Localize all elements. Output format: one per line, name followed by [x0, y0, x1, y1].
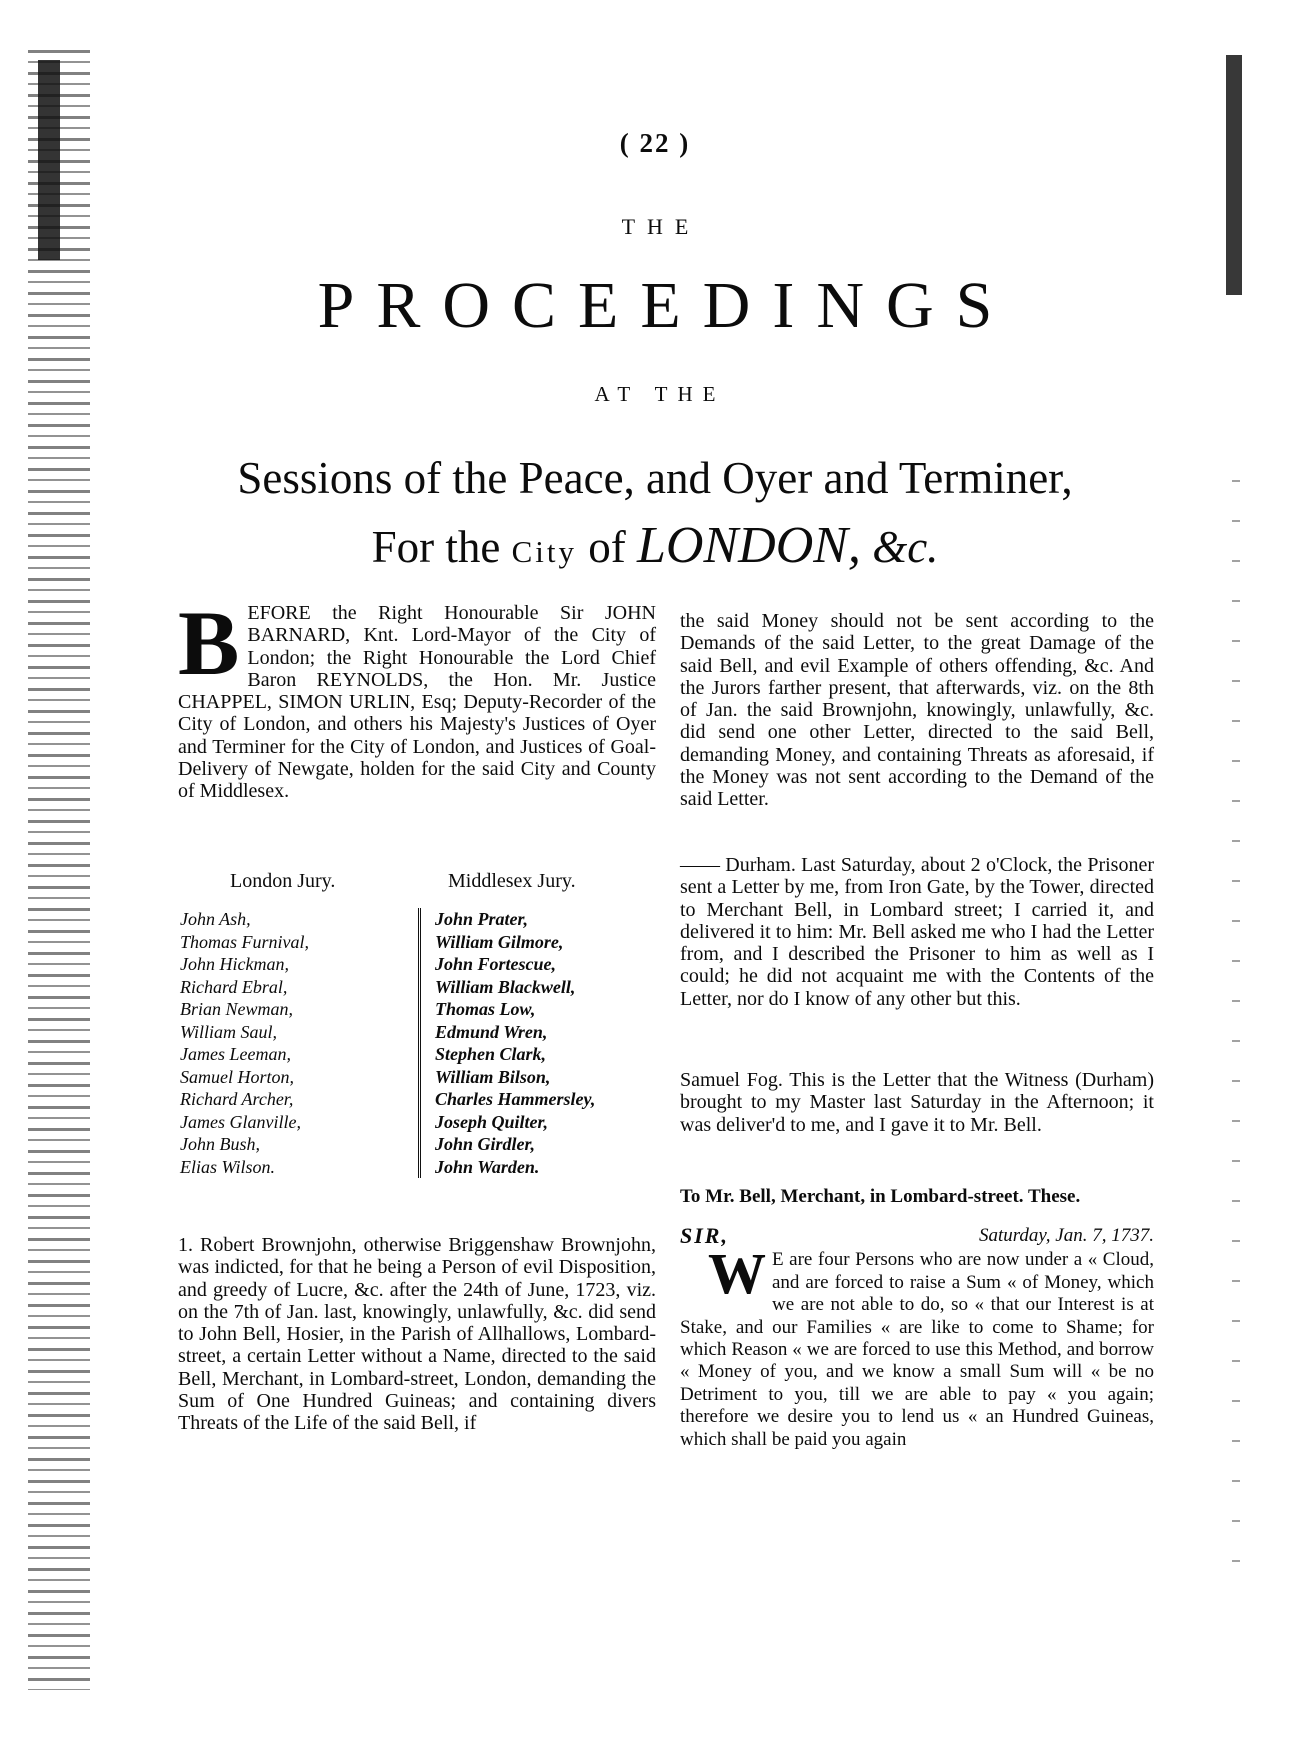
- letter-salutation: SIR,: [680, 1223, 729, 1248]
- heading-the: THE: [621, 214, 701, 239]
- juror-name: James Glanville,: [180, 1111, 301, 1132]
- page-edge-right: [1226, 55, 1242, 295]
- juror-name: Thomas Furnival,: [180, 931, 310, 952]
- middlesex-jury-list: [418, 908, 595, 1178]
- juror-name: John Girdler,: [435, 1134, 536, 1154]
- intro-paragraph: [178, 592, 656, 803]
- juror-name: John Prater,: [435, 909, 529, 929]
- letter-address: To Mr. Bell, Merchant, in Lombard-street. These.: [680, 1186, 1081, 1207]
- page-title: PROCEEDINGS: [317, 269, 1015, 342]
- juror-name: Brian Newman,: [180, 999, 294, 1019]
- juror-name: Richard Ebral,: [180, 976, 288, 997]
- fog-testimony: Samuel Fog. This is the Letter that the Witness (Durham) brought to my Master last Saturday in the Afternoon; it was deliver'd to me, and I gave it to Mr. Bell.: [680, 1069, 1154, 1136]
- durham-testimony: —— Durham. Last Saturday, about 2 o'Clock, the Prisoner sent a Letter by me, from Iron Gate, by the Tower, directed to Merchant Bell, in Lombard street; I carried it, and delivered it to him: Mr. Bell asked me who I had the Letter from, and I described the Prisoner to him as well as I could; he did not acquaint me with the Contents of the Letter, nor do I know of any other but this.: [680, 854, 1154, 1010]
- juror-name: John Hickman,: [180, 954, 289, 974]
- juror-name: Charles Hammersley,: [435, 1089, 596, 1109]
- juror-name: John Bush,: [180, 1134, 260, 1154]
- juror-name: William Bilson,: [435, 1066, 551, 1087]
- subtitle-city: [0, 516, 1310, 575]
- subtitle-london: LONDON,: [636, 517, 861, 574]
- subtitle-for-the: For the: [371, 522, 512, 572]
- juror-name: Edmund Wren,: [435, 1021, 548, 1042]
- juror-name: Samuel Horton,: [180, 1066, 294, 1087]
- middlesex-jury-heading: Middlesex Jury.: [448, 870, 576, 892]
- juror-name: James Leeman,: [180, 1044, 291, 1064]
- juror-name: John Fortescue,: [435, 954, 557, 974]
- juror-name: Thomas Low,: [435, 999, 536, 1019]
- juror-name: William Gilmore,: [435, 931, 564, 952]
- letter-date: Saturday, Jan. 7, 1737.: [978, 1225, 1154, 1246]
- juror-name: Elias Wilson.: [180, 1156, 276, 1177]
- juror-name: John Warden.: [435, 1156, 540, 1177]
- letter-body: [680, 1225, 1154, 1451]
- london-jury-heading: London Jury.: [230, 870, 336, 892]
- page-number: ( 22 ): [619, 128, 691, 158]
- indictment-continuation: the said Money should not be sent according to the Demands of the said Letter, to the great Damage of the said Bell, and evil Example of others offending, &c. And the Jurors farther present, that afterwards, viz. on the 8th of Jan. the said Brownjohn, knowingly, unlawfully, &c. did send one other Letter, directed to the said Bell, demanding Money, and containing Threats as aforesaid, if the Money was not sent according to the Demand of the said Letter.: [680, 610, 1154, 811]
- letter-drop-cap: W: [708, 1241, 766, 1307]
- page-edge-speckle: [1232, 480, 1240, 1580]
- juror-name: Richard Archer,: [180, 1089, 294, 1109]
- juror-name: William Saul,: [180, 1021, 278, 1042]
- indictment-paragraph: 1. Robert Brownjohn, otherwise Briggenshaw Brownjohn, was indicted, for that he being a Person of evil Disposition, and greedy of Lucre, &c. after the 24th of June, 1723, viz. on the 7th of Jan. last, knowingly, unlawfully, &c. did send to John Bell, Hosier, in the Parish of Allhallows, Lombard-street, a certain Letter without a Name, directed to the said Bell, Merchant, in Lombard-street, London, demanding the Sum of One Hundred Guineas; and containing divers Threats of the Life of the said Bell, if: [178, 1234, 656, 1435]
- subtitle-of: of: [576, 522, 637, 572]
- subtitle-sessions: Sessions of the Peace, and Oyer and Terminer,: [237, 453, 1073, 503]
- subtitle-city-word: City: [511, 534, 577, 569]
- juror-name: William Blackwell,: [435, 976, 576, 997]
- juror-name: Joseph Quilter,: [435, 1111, 549, 1132]
- subtitle-etc: &c.: [860, 522, 939, 572]
- juror-name: Stephen Clark,: [435, 1044, 547, 1064]
- intro-text: EFORE the Right Honourable Sir JOHN BARNARD, Knt. Lord-Mayor of the City of London; the Right Honourable the Lord Chief Baron REYNOLDS, the Hon. Mr. Justice CHAPPEL, SIMON URLIN, Esq; Deputy-Recorder of the City of London, and others his Majesty's Justices of Oyer and Terminer for the City of London, and Justices of Goal-Delivery of Newgate, holden for the said City and County of Middlesex.: [178, 602, 656, 803]
- london-jury-list: [180, 908, 309, 1178]
- heading-at-the: AT THE: [594, 382, 726, 406]
- juror-name: John Ash,: [180, 909, 251, 929]
- intro-drop-cap: B: [178, 592, 240, 694]
- letter-text: E are four Persons who are now under a « Cloud, and are forced to raise a Sum « of Money, which we are not able to do, so « that our Interest is at Stake, and our Families « are like to come to Shame; for which Reason « we are forced to use this Method, and borrow « Money of you, and we know a small Sum will « be no Detriment to you, till we are able to pay « you again; therefore we desire you to lend us « an Hundred Guineas, which shall be paid you again: [680, 1249, 1154, 1450]
